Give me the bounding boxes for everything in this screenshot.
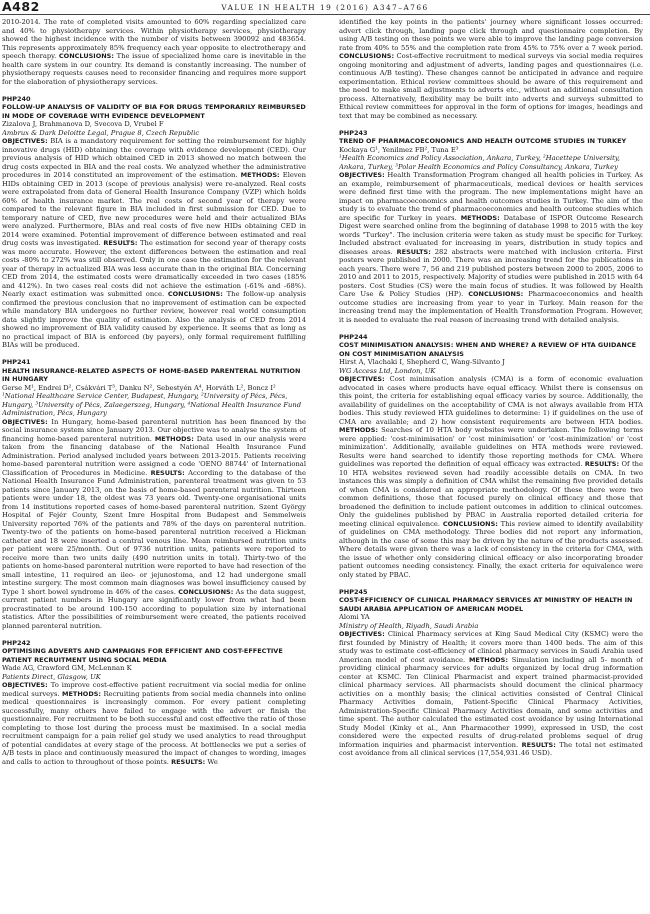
- conclusions-label: CONCLUSIONS:: [178, 587, 234, 596]
- methods-label: METHODS:: [240, 171, 280, 179]
- abstract-authors: Alomi YA: [339, 613, 370, 621]
- abstract-body: [2, 681, 306, 766]
- abstract-code: PHP242: [2, 638, 31, 647]
- objectives-label: OBJECTIVES:: [339, 630, 385, 638]
- continuation-text: [339, 18, 643, 120]
- journal-running-head: VALUE IN HEALTH 19 (2016) A347–A766: [221, 3, 429, 12]
- objectives-text: BIA is a mandatory requirement for setting the reimbursement for highly innovative drugs (HID) obtaining the coverage with evidence development (CED). Our previous analysis of HID which obtained CED in 2013 showed no match between the drug costs expected in BIA and the real costs. We analyzed whether the administrative procedures in 2014 constituted an improvement of the estimation.: [2, 137, 306, 179]
- abstract-php241: [2, 358, 306, 630]
- results-label: RESULTS:: [584, 460, 620, 468]
- abstract-title: TREND OF PHARMACOECONOMICS AND HEALTH OUTCOME STUDIES IN TURKEY: [339, 137, 627, 145]
- continuation-body: 2010-2014. The rate of completed visits amounted to 60% regarding specialized care and 40% to physiotherapy services. Within physiotherapy services, physiotherapy showed the highest incidence with the number of visits between 390092 and 483654. This represents approximately 85% frequency each year opposite to electrotherapy and speech therapy.: [2, 18, 306, 60]
- methods-text: Data used in our analysis were taken from the financing database of the National Health Insurance Fund Administration. Period analysed included years between 2013-2015. Patients receiving home-based parenteral nutrition were assigned a code 'OENO 88744' of International Classification of Procedures in Medicine.: [2, 434, 306, 477]
- abstract-php242: [2, 639, 306, 767]
- abstract-php245: [339, 588, 643, 758]
- abstract-body: [339, 630, 643, 758]
- abstract-code: PHP244: [339, 332, 368, 341]
- methods-text: Simulation including all 5- month of providing clinical pharmacy services for adults organized by local drug information center at KSMC. Ten Clinical Pharmacist and expert trained pharmacist-provided clinical pharmacy services. All pharmacists should document the clinical pharmacy activities on a monthly basis; the clinical activities consisted of Central Clinical Pharmacy Activities domain, Patient-Specific Clinical Pharmacy Activities, Administration-Specific Clinical Pharmacy Activities domain, and some activities and time spent. The author calculated the estimated cost avoidance by using International Study Model (Kinky et al., Ann Pharmacother 1999), expressed in USD, the cost considered were the expected results of drug-related problems sequel of drug information inquiries and pharmacist intervention.: [339, 655, 643, 749]
- abstract-code: PHP245: [339, 587, 368, 596]
- results-label: RESULTS:: [521, 740, 556, 749]
- objectives-text: Cost minimisation analysis (CMA) is a form of economic evaluation advocated in cases where products have equal efficacy. Whilst there is consensus on this point, the criteria for establishing equal efficacy varies by source. Additionally, the availability of guidelines on the acceptability of CMA is not always available from HTA bodies. This study reviewed HTA guidelines to determine: 1) if guidelines on the use of CMA are available; and 2) how consistent requirements are between HTA bodies.: [339, 375, 643, 426]
- abstract-body: [2, 137, 306, 350]
- abstract-title: FOLLOW-UP ANALYSIS OF VALIDITY OF BIA FOR DRUGS TEMPORARILY REIMBURSED IN MODE OF COVERAGE WITH EVIDENCE DEVELOPMENT: [2, 103, 306, 120]
- results-text: The total net estimated cost avoidance from all clinical services (17,554,931.46 USD).: [339, 740, 643, 757]
- objectives-label: OBJECTIVES:: [2, 417, 48, 426]
- abstract-authors: Zizalova J, Brahmanova D, Svecova D, Vrubel F: [2, 120, 164, 128]
- abstract-authors: Wade AG, Crawford GM, McLennan K: [2, 664, 132, 672]
- abstract-php240: [2, 95, 306, 350]
- abstract-affiliation: ¹National Healthcare Service Center, Budapest, Hungary, ²University of Pécs, Pécs, Hungary, ³University of Pécs, Zalaegerszeg, Hungary, ⁴National Health Insurance Fund Administration, Pécs, Hungary: [2, 392, 302, 417]
- results-text: Of the 10 HTA websites reviewed seven had readily accessible details on CMA. In two instances this was simply a definition of CMA whilst the remaining five provided details of when CMA is considered an appropriate methodology. Of these there were two common definitions, those that focused purely on clinical efficacy and those that broadened the definition to include patient outcomes in addition to clinical outcomes. Only the guidelines published by PBAC in Australia reported detailed criteria for meeting clinical equivalence.: [339, 460, 643, 528]
- abstract-php243: [339, 129, 643, 325]
- results-label: RESULTS:: [171, 757, 206, 766]
- abstract-code: PHP241: [2, 358, 31, 366]
- conclusions-text: The follow-up analysis confirmed the previous conclusion that no improvement of estimation can be expected while mandatory BIA undergoes no further review, however real world consumption data slightly improve the quality of estimation. Also the analysis of CED from 2014 showed no improvement of BIA validity caused by experience. It seems that as long as no practical impact of BIA is enforced (by payers), only formal requirement fulfilling BIAs will be produced.: [2, 290, 306, 349]
- continuation-text: [2, 18, 306, 86]
- results-text: According to the database of the National Health Insurance Fund Administration, parenteral treatment was given to 53 patients since January 2013, on the basis of home-based parenteral nutrition. Thirteen patients were under 18, the oldest was 73 years old. Twenty-one organisational units from 14 institutions reported cases of home-based parenteral nutrition. Szent György Hospital of Fejér County, Szent Imre Hospital from Budapest and Semmelweis University reported 76% of the patients and 78% of the days on parenteral nutrition. Twenty-two of the patients on home-based parenteral nutrition received a Hickman catheter and 18 were inserted a central venous line. Mean reimbursed nutrition units per patient were 25/month. Out of 9736 nutrition units, patients were reported to receive more than two units daily (490 nutrition units in total). Thirty-two of the patients on home-based parenteral nutrition were reported to have had resection of the small intestine, 11 required an ileo- or jejunostoma, and 12 had undergone small intestine surgery. The most common main diagnoses was bowel insufficiency caused by Type 1 short bowel syndrome in 46% of the cases.: [2, 468, 306, 596]
- conclusions-text: As the data suggest, current patient numbers in Hungary are significantly lower from what had been procrastinated to be around 100-150 according to population size by international statistics. After the possibilities of reimbursement were created, the patients received planned parenteral nutrition.: [2, 587, 306, 630]
- conclusions-text: Cost-effective recruitment to medical surveys via social media requires ongoing monitoring and adjustment of adverts, landing pages and questionnaires (i.e. continuous A/B testing). These changes cannot be anticipated in advance and require experimentation. Ethical review committees should be aware of this requirement and the need to make small adjustments to adverts etc., without an additional consultation process. Alternatively, flexibility may be built into adverts and surveys submitted to Ethical review committees for approval in the form of options for images, headings and text that may be combined as necessary.: [339, 52, 643, 120]
- abstract-body: [339, 171, 643, 324]
- objectives-label: OBJECTIVES:: [339, 375, 385, 383]
- conclusions-label: CONCLUSIONS:: [339, 52, 395, 60]
- objectives-text: Health Transformation Program changed all health policies in Turkey. As an example, reimbursement of pharmaceuticals, medical devices or health services were defined first time with the program. The new implementations might have an impact on pharmacoeconomics and health outcomes studies in Turkey. The aim of the study is to evaluate the trend of pharmacoeconomics and health outcome studies which are specific for Turkey in years.: [339, 171, 643, 222]
- conclusions-text: The issue of specialized home care is inevitable in the health care system in our country. Its demand is constantly increasing. The number of physiotherapy requests causes need to reconsider financing and requires more support for the elaboration of physiotherapy services.: [2, 52, 306, 86]
- results-label: RESULTS:: [103, 239, 138, 247]
- methods-label: METHODS:: [460, 213, 500, 222]
- abstract-body: [339, 375, 643, 579]
- conclusions-text: Pharmacoeconomics and health outcome studies are increasing from year to year in Turkey. Main reason for the increasing trend may the implementation of Health Transformation Program. However, it is needed to evaluate the real reason of increasing trend with detailed analysis.: [339, 290, 643, 324]
- results-text: We: [205, 757, 218, 766]
- methods-text: Eleven HIDs obtaining CED in 2013 (scope of previous analysis) were re-analyzed. Real costs were extrapolated from data of General Health Insurance Company (VZP) which holds 60% of health insurance market. The real costs of second year of therapy were compared to the relevant figure in BIA included in first submission for CED. Due to temporary nature of CED, five new procedures were held and their actualized BIAs were analyzed. Furthermore, BIAs and real costs of five new HIDs obtaining CED in 2014 were examined. Potential improvement of difference between estimated and real drug costs was investigated.: [2, 171, 306, 247]
- methods-text: Recruiting patients from social media channels into online medical questionnaires is increasingly common. For every patient completing successfully, many others have failed to engage with the advert or finish the questionnaire. For recruitment to be both successful and cost effective the ratio of those completing to those lost during the process must be maximised. In a social media recruitment campaign for a pain relief gel study we used analytics to read throughput of potential candidates at every stage of the process. At bottlenecks we put a series of A/B tests in place and continuously measured the impact of changes to wording, images and calls to action to throughout of those points.: [2, 689, 306, 766]
- page-header: [0, 0, 650, 15]
- objectives-label: OBJECTIVES:: [339, 171, 385, 179]
- methods-label: METHODS:: [339, 426, 378, 434]
- abstract-affiliation: Ambrux & Dark Deloitte Legal, Prague 8, Czech Republic: [2, 128, 200, 137]
- abstract-authors: Kockaya G¹, Yenilmez FB², Tuna E³: [339, 145, 459, 154]
- abstract-code: PHP240: [2, 94, 31, 103]
- conclusions-label: CONCLUSIONS:: [468, 290, 524, 298]
- abstract-affiliation: WG Access Ltd, London, UK: [339, 366, 436, 375]
- objectives-text: Clinical Pharmacy services at King Saud Medical City (KSMC) were the first founded by Ministry of Health; it covers more than 1400 beds. The aim of this study was to estimate cost-efficiency of clinical pharmacy services in Saudi Arabia used American model of cost avoidance.: [339, 630, 643, 664]
- right-column: [339, 18, 643, 910]
- abstract-authors: Hirst A, Vlachaki I, Shepherd C, Wang-Silvanto J: [339, 358, 505, 366]
- objectives-text: In Hungary, home-based parenteral nutrition has been financed by the social insurance system since January 2013. Our objective was to analyse the system of financing home-based parenteral nutrition.: [2, 417, 306, 443]
- abstract-php244: [339, 333, 643, 580]
- abstract-title: HEALTH INSURANCE-RELATED ASPECTS OF HOME-BASED PARENTERAL NUTRITION IN HUNGARY: [2, 366, 301, 383]
- page-number: A482: [2, 0, 40, 14]
- results-text: The estimation for second year of therapy costs was more accurate. However, the extent differences between the estimation and real costs -80% to 272% was still observed. Only in one case the estimation for the relevant year of therapy in actualized BIA was less accurate than in the original BIA. Concerning CED from 2014, the estimated costs were dramatically exceeded in two cases (185% and 412%). In two cases real costs did not achieve the estimation (-61% and -68%). Nearly exact estimation was submitted once.: [2, 239, 306, 298]
- methods-text: Searches of 10 HTA body websites were undertaken. The following terms were applied: 'cost-minimisation' or 'cost minimisation' or 'cost-minimization' or 'cost minimization'. Additionally, available guidelines on HTA methods were reviewed. Results were hand searched to identify those reporting methods for CMA. Where guidelines was reported the definition of equal efficacy was extracted.: [339, 426, 643, 468]
- abstract-affiliation: Patients Direct, Glasgow, UK: [2, 672, 101, 681]
- abstract-authors: Gerse M¹, Endrei D², Csákvári T³, Danku N², Sebestyén A⁴, Horváth L², Boncz I²: [2, 383, 276, 392]
- abstract-title: COST-EFFICIENCY OF CLINICAL PHARMACY SERVICES AT MINISTRY OF HEALTH IN SAUDI ARABIA APPLICATION OF AMERICAN MODEL: [339, 596, 633, 613]
- results-label: RESULTS:: [396, 247, 431, 256]
- conclusions-label: CONCLUSIONS:: [167, 290, 223, 298]
- methods-label: METHODS:: [468, 655, 508, 664]
- continuation-body: identified the key points in the patients' journey where significant losses occurred: advert click through, landing page click through and questionnaire completion. By using A/B testing on these points we were able to improve the landing page conversion rate from 40% to 55% and the completion rate from 45% to 75% over a 7 week period.: [339, 18, 643, 52]
- abstract-code: PHP243: [339, 128, 368, 137]
- objectives-text: To improve cost-effective patient recruitment via social media for online medical surveys.: [2, 681, 306, 698]
- left-column: [2, 18, 306, 910]
- conclusions-label: CONCLUSIONS:: [442, 519, 498, 528]
- abstract-body: [2, 418, 306, 631]
- results-text: 282 abstracts were matched with inclusion criteria. First posters were published in 2000. There was an increasing trend for the publications in each years. There were 7, 56 and 219 published posters between 2000 to 2005, 2006 to 2010 and 2011 to 2015, respectively. Majority of studies were published in 2015 with 64 posters. Cost Studies (CS) were the main focus of studies. It was followed by Health Care Use & Policy Studies (HP).: [339, 247, 643, 298]
- abstract-title: OPTIMISING ADVERTS AND CAMPAIGNS FOR EFFICIENT AND COST-EFFECTIVE PATIENT RECRUITMENT USING SOCIAL MEDIA: [2, 647, 283, 664]
- abstract-affiliation: Ministry of Health, Riyadh, Saudi Arabia: [339, 621, 479, 630]
- objectives-label: OBJECTIVES:: [2, 681, 48, 689]
- methods-label: METHODS:: [62, 689, 101, 698]
- conclusions-label: CONCLUSIONS:: [58, 52, 114, 60]
- abstract-title: COST MINIMISATION ANALYSIS: WHEN AND WHERE? A REVIEW OF HTA GUIDANCE ON COST MINIMISATION ANALYSIS: [339, 341, 637, 358]
- objectives-label: OBJECTIVES:: [2, 137, 48, 145]
- methods-text: Database of ISPOR Outcome Research Digest were searched online from the beginning of database 1998 to 2015 with the key words "Turkey". The inclusion criteria were taken as study must be specific for Turkey. Included abstract evaluated for increasing in years, distribution in study topics and diseases areas.: [339, 213, 643, 256]
- conclusions-text: This review aimed to identify availability of guidelines on CMA methodology. Three bodies did not report any information, although in the case of some this may be driven by the nature of the products assessed. Where details were given there was a lack of consistency in the criteria for CMA, with the issue of whether only considering clinical efficacy or also incorporating broader patient outcomes needing consistency. Finally, the exact criteria for equivalence were only stated by PBAC.: [339, 519, 643, 579]
- abstract-affiliation: ¹Health Economics and Policy Association, Ankara, Turkey, ²Hacettepe University, Ankara, Turkey, ³Polar Health Economics and Policy Consultancy, Ankara, Turkey: [339, 154, 620, 171]
- results-label: RESULTS:: [150, 468, 185, 477]
- methods-label: METHODS:: [154, 434, 194, 443]
